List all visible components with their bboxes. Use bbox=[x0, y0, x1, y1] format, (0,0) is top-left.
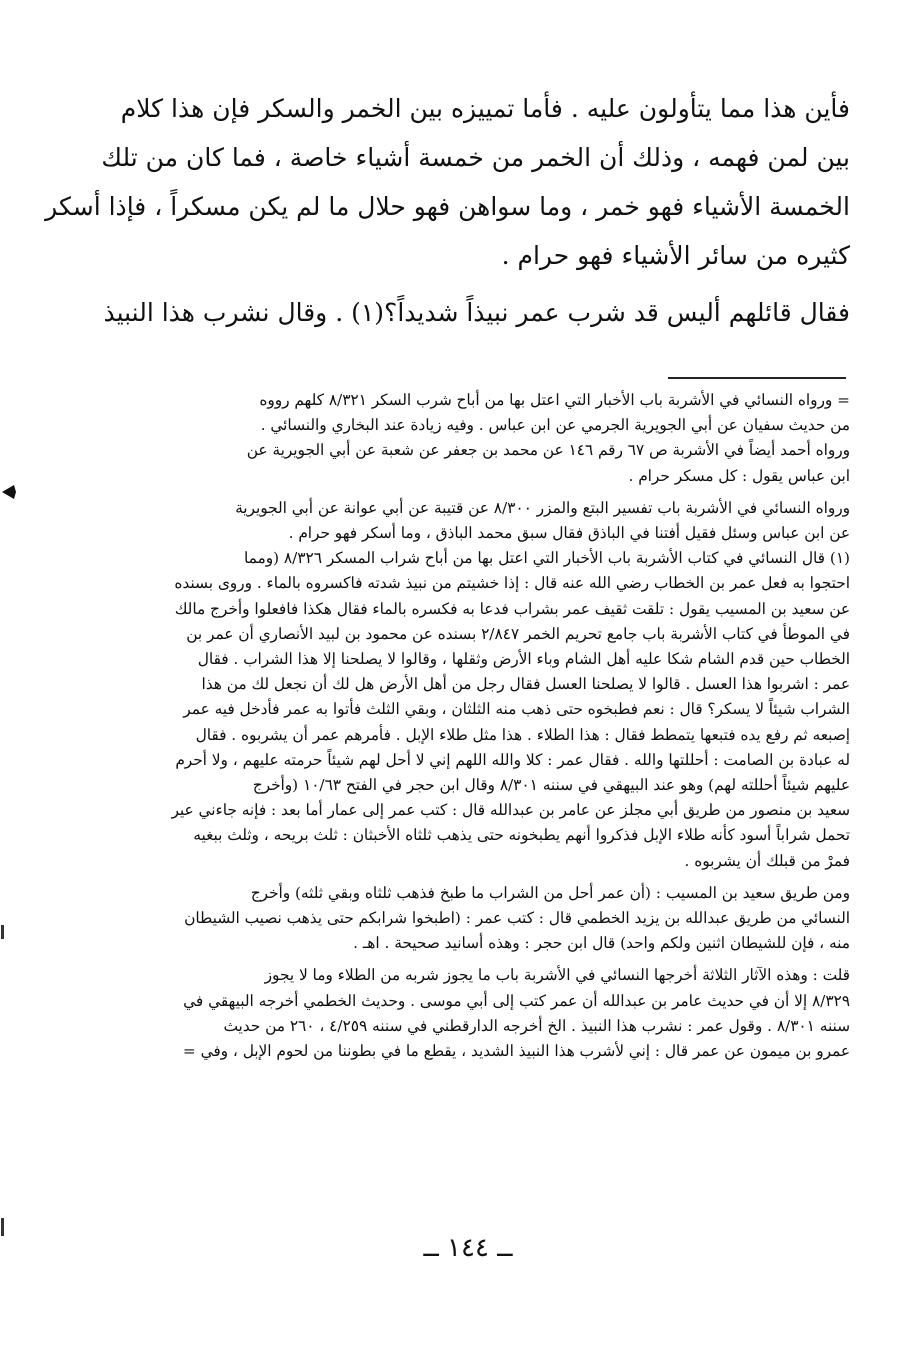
footnote-line: النسائي من طريق عبدالله بن يزيد الخطمي قال : كتب عمر : (اطبخوا شرابكم حتى يذهب نصيب الشيطان bbox=[184, 909, 850, 928]
scan-edge-arrow-mark bbox=[0, 482, 18, 502]
footnote-line: ومن طريق سعيد بن المسيب : (أن عمر أحل من الشراب ما طبخ فذهب ثلثاه وبقي ثلثه) وأخرج bbox=[250, 883, 850, 902]
paragraph-gap bbox=[128, 280, 850, 288]
main-line-3: الخمسة الأشياء فهو خمر ، وما سواهن فهو حلال ما لم يكن مسكراً ، فإذا أسكر bbox=[45, 192, 850, 221]
footnote-line: عليهم شيئاً أحللته لهم) وهو عند البيهقي في سننه ٨/٣٠١ وقال ابن حجر في الفتح ١٠/٦٣ (وأخرج bbox=[252, 776, 850, 795]
footnote-gap bbox=[128, 956, 850, 963]
footnote-line: فمرْ من قبلك أن يشربوه . bbox=[684, 851, 850, 870]
footnote-line: قلت : وهذه الآثار الثلاثة أخرجها النسائي في الأشربة باب ما يجوز شربه من الطلاء وما لا يجوز bbox=[264, 966, 850, 985]
footnote-line: ابن عباس يقول : كل مسكر حرام . bbox=[628, 466, 850, 485]
main-line-5: فقال قائلهم أليس قد شرب عمر نبيذاً شديداً؟(١) . وقال نشرب هذا النبيذ bbox=[103, 298, 850, 327]
footnote-line: من حديث سفيان عن أبي الجويرية الجرمي عن ابن عباس . وفيه زيادة عند البخاري والنسائي . bbox=[260, 416, 850, 435]
footnote-line: إصبعه ثم رفع يده فتبعها يتمطط فقال : هذا الطلاء . هذا مثل طلاء الإبل . فأمرهم عمر أن يشربوه . فقال bbox=[195, 725, 850, 744]
page-number: ــ ١٤٤ ــ bbox=[423, 1233, 513, 1263]
footnote-line: تحمل شراباً أسود كأنه طلاء الإبل فذكروا أنهم يطبخونه حتى يذهب ثلثاه الأخبثان : ثلث بريحه ، وثلث ببغيه bbox=[193, 826, 850, 845]
main-line-1: فأين هذا مما يتأولون عليه . فأما تمييزه بين الخمر والسكر فإن هذا كلام bbox=[120, 94, 850, 123]
footnote-line: له عبادة بن الصامت : أحللتها والله . فقال عمر : كلا والله اللهم إني لا أحل لهم شيئاً حرمته عليهم ، ولا أحرم bbox=[175, 750, 850, 769]
footnote-line: ٨/٣٢٩ إلا أن في حديث عامر بن عبدالله أن عمر كتب إلى أبي موسى . وحديث الخطمي أخرجه البيهقي في bbox=[183, 991, 850, 1010]
footnote-line: عمر : اشربوا هذا العسل . قالوا لا يصلحنا العسل فقال رجل من أهل الأرض هل لك أن نجعل لك من هذا bbox=[201, 675, 850, 694]
footnote-line: عن سعيد بن المسيب يقول : تلقت ثقيف عمر بشراب فدعا به فكسره بالماء فقال هكذا فافعلوا وأخرج مالك bbox=[174, 599, 850, 618]
footnote-gap bbox=[128, 489, 850, 496]
scan-edge-tick-mark bbox=[1, 925, 4, 939]
footnote-line: في الموطأ في كتاب الأشربة باب جامع تحريم الخمر ٢/٨٤٧ بسنده عن محمود بن لبيد الأنصاري أن عمر بن bbox=[186, 624, 850, 643]
footnote-line: الخطاب حين قدم الشام شكا عليه أهل الشام وباء الأرض وثقلها ، وقالوا لا يصلحنا إلا هذا الشراب . فقال bbox=[197, 650, 850, 669]
footnote-gap bbox=[128, 874, 850, 881]
main-text-block bbox=[45, 84, 850, 337]
footnote-line: ورواه أحمد أيضاً في الأشربة ص ٦٧ رقم ١٤٦ عن محمد بن جعفر عن شعبة عن أبي الجويرية عن bbox=[246, 441, 850, 460]
main-line-2: بين لمن فهمه ، وذلك أن الخمر من خمسة أشياء خاصة ، فما كان من تلك bbox=[101, 143, 850, 172]
footnote-line: احتجوا به فعل عمر بن الخطاب رضي الله عنه قال : إذا خشيتم من نبيذ شدته فاكسروه بالماء . وروى بسنده bbox=[174, 574, 850, 593]
scan-edge-tick-mark bbox=[1, 1218, 4, 1236]
footnote-line: (١) قال النسائي في كتاب الأشربة باب الأخبار التي اعتل بها من أباح شراب المسكر ٨/٣٢٦ (ومما bbox=[244, 549, 850, 568]
footnote-line: الشراب شيئاً لا يسكر؟ قال : نعم فطبخوه حتى ذهب منه الثلثان ، وبقي الثلث فأتوا به عمر فأدخل فيه عمر bbox=[183, 700, 850, 719]
footnote-line: ورواه النسائي في الأشربة باب تفسير البتع والمزر ٨/٣٠٠ عن قتيبة عن أبي عوانة عن أبي الجويرية bbox=[235, 498, 850, 517]
footnote-line: منه ، فإن للشيطان اثنين ولكم واحد) قال ابن حجر : وهذه أسانيد صحيحة . اهـ . bbox=[353, 934, 850, 953]
footnote-line: سننه ٨/٣٠١ . وقول عمر : نشرب هذا النبيذ . الخ أخرجه الدارقطني في سننه ٤/٢٥٩ ، ٢٦٠ من حديث bbox=[223, 1016, 850, 1035]
footnote-separator-rule bbox=[668, 377, 846, 379]
footnote-line: = ورواه النسائي في الأشربة باب الأخبار التي اعتل بها من أباح شرب السكر ٨/٣٢١ كلهم رووه bbox=[259, 391, 850, 409]
footnotes-block bbox=[128, 388, 850, 1064]
footnote-line: عن ابن عباس وسئل فقيل أفتنا في الباذق فقال سبق محمد الباذق ، وما أسكر فهو حرام . bbox=[288, 524, 850, 543]
footnote-line: عمرو بن ميمون عن عمر قال : إني لأشرب هذا النبيذ الشديد ، يقطع ما في بطوننا من لحوم الإبل ، وفي = bbox=[182, 1042, 850, 1061]
main-line-4: كثيره من سائر الأشياء فهو حرام . bbox=[501, 241, 850, 270]
footnote-line: سعيد بن منصور من طريق أبي مجلز عن عامر بن عبدالله قال : كتب عمر إلى عمار أما بعد : فإنه جاءني عير bbox=[171, 801, 850, 820]
